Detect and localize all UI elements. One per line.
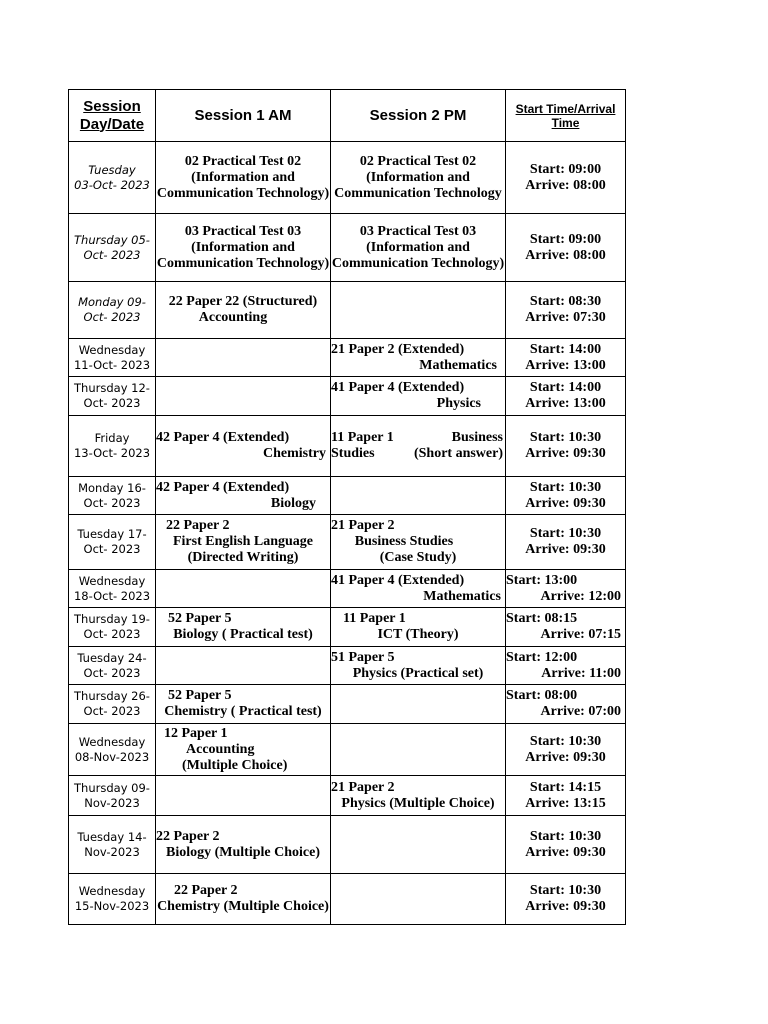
start-arrival-time: Start: 14:00 Arrive: 13:00 [506,339,626,377]
table-row [69,477,626,515]
header-start-time: Start Time/Arrival Time [506,90,626,142]
session-date: Monday 16- Oct- 2023 [69,477,156,515]
session-pm: 02 Practical Test 02 (Information and Communication Technology [331,142,506,214]
session-date: Wednesday 08-Nov-2023 [69,724,156,776]
session-date: Thursday 26- Oct- 2023 [69,685,156,724]
session-date: Tuesday 24- Oct- 2023 [69,647,156,685]
session-pm [331,724,506,776]
session-pm [331,477,506,515]
table-header-row [69,90,626,142]
session-date: Tuesday 17- Oct- 2023 [69,515,156,570]
start-arrival-time: Start: 09:00 Arrive: 08:00 [506,142,626,214]
start-arrival-time: Start: 08:30 Arrive: 07:30 [506,282,626,339]
start-arrival-time: Start: 08:15 Arrive: 07:15 [506,608,626,647]
session-am: 03 Practical Test 03 (Information and Communication Technology) [156,214,331,282]
session-date: Thursday 09- Nov-2023 [69,776,156,816]
table-row [69,282,626,339]
start-arrival-time: Start: 13:00 Arrive: 12:00 [506,570,626,608]
session-pm: 51 Paper 5 Physics (Practical set) [331,647,506,685]
session-am: 22 Paper 2 First English Language (Directed Writing) [156,515,331,570]
session-date: Thursday 12- Oct- 2023 [69,377,156,416]
session-am: 12 Paper 1 Accounting (Multiple Choice) [156,724,331,776]
table-row [69,608,626,647]
table-row [69,515,626,570]
session-am [156,339,331,377]
start-arrival-time: Start: 09:00 Arrive: 08:00 [506,214,626,282]
header-session-am: Session 1 AM [156,90,331,142]
table-row [69,816,626,874]
session-am: 02 Practical Test 02 (Information and Communication Technology) [156,142,331,214]
session-am: 52 Paper 5 Chemistry ( Practical test) [156,685,331,724]
session-date: Wednesday 18-Oct- 2023 [69,570,156,608]
session-date: Thursday 05- Oct- 2023 [69,214,156,282]
session-date: Friday 13-Oct- 2023 [69,416,156,477]
exam-schedule-table [68,89,626,925]
session-pm: 11 Paper 1 ICT (Theory) [331,608,506,647]
session-date: Monday 09- Oct- 2023 [69,282,156,339]
session-pm: 03 Practical Test 03 (Information and Communication Technology) [331,214,506,282]
session-am: 42 Paper 4 (Extended) Chemistry [156,416,331,477]
table-row [69,776,626,816]
session-date: Wednesday 11-Oct- 2023 [69,339,156,377]
session-am [156,377,331,416]
table-row [69,724,626,776]
start-arrival-time: Start: 14:15 Arrive: 13:15 [506,776,626,816]
session-am: 22 Paper 2 Chemistry (Multiple Choice) [156,874,331,925]
table-row [69,377,626,416]
start-arrival-time: Start: 08:00 Arrive: 07:00 [506,685,626,724]
start-arrival-time: Start: 10:30 Arrive: 09:30 [506,416,626,477]
session-date: Tuesday 14- Nov-2023 [69,816,156,874]
table-row [69,647,626,685]
session-pm [331,685,506,724]
start-arrival-time: Start: 12:00 Arrive: 11:00 [506,647,626,685]
start-arrival-time: Start: 10:30 Arrive: 09:30 [506,477,626,515]
session-date: Thursday 19- Oct- 2023 [69,608,156,647]
session-am: 42 Paper 4 (Extended) Biology [156,477,331,515]
session-am [156,776,331,816]
session-pm: 21 Paper 2 (Extended) Mathematics [331,339,506,377]
start-arrival-time: Start: 10:30 Arrive: 09:30 [506,515,626,570]
start-arrival-time: Start: 14:00 Arrive: 13:00 [506,377,626,416]
table-row [69,685,626,724]
session-am: 22 Paper 22 (Structured) Accounting [156,282,331,339]
session-date: Tuesday 03-Oct- 2023 [69,142,156,214]
table-row [69,416,626,477]
session-am [156,647,331,685]
session-am: 52 Paper 5 Biology ( Practical test) [156,608,331,647]
session-pm [331,816,506,874]
session-am [156,570,331,608]
table-row [69,570,626,608]
start-arrival-time: Start: 10:30 Arrive: 09:30 [506,724,626,776]
session-pm: 21 Paper 2 Physics (Multiple Choice) [331,776,506,816]
table-row [69,142,626,214]
start-arrival-time: Start: 10:30 Arrive: 09:30 [506,874,626,925]
table-row [69,339,626,377]
session-pm [331,282,506,339]
session-pm [331,874,506,925]
header-session-date: Session Day/Date [69,90,156,142]
session-pm: 41 Paper 4 (Extended) Physics [331,377,506,416]
table-row [69,214,626,282]
session-pm: 41 Paper 4 (Extended) Mathematics [331,570,506,608]
session-date: Wednesday 15-Nov-2023 [69,874,156,925]
session-pm: 11 Paper 1 Business Studies (Short answer) [331,416,506,477]
session-am: 22 Paper 2 Biology (Multiple Choice) [156,816,331,874]
header-session-pm: Session 2 PM [331,90,506,142]
start-arrival-time: Start: 10:30 Arrive: 09:30 [506,816,626,874]
table-row [69,874,626,925]
session-pm: 21 Paper 2 Business Studies (Case Study) [331,515,506,570]
